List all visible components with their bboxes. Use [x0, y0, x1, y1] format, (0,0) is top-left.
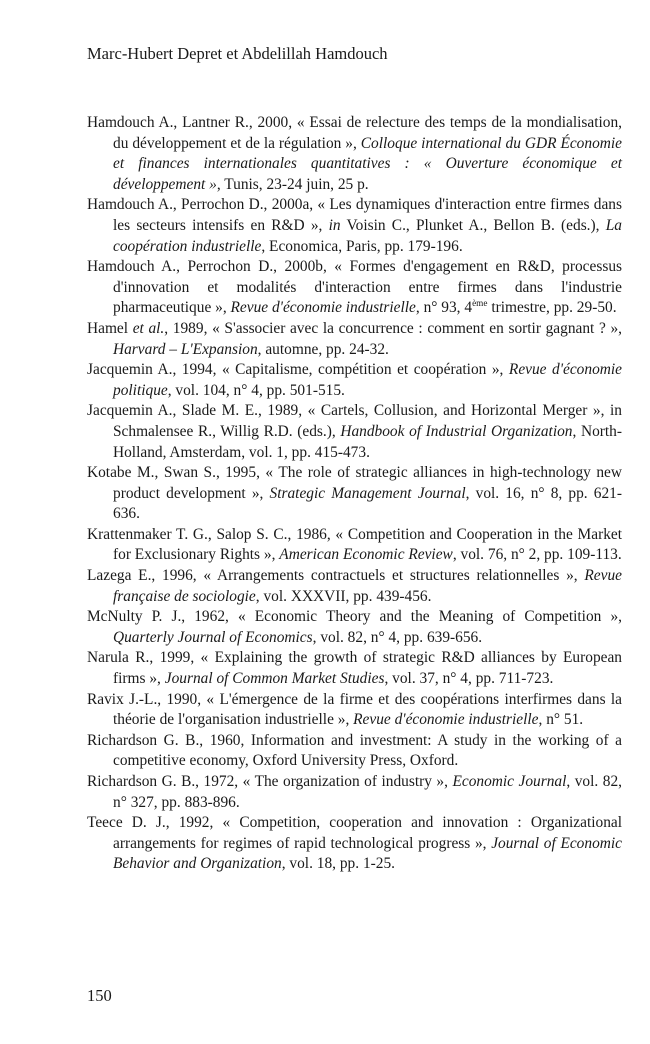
reference-entry — [87, 401, 622, 463]
reference-text: Jacquemin A., 1994, « Capitalisme, compétition et coopération », — [87, 361, 509, 379]
reference-text: Hamdouch A., Perrochon D., 2000b, « Formes d'engagement en R&D, processus d'innovation et modalités d'interaction entre firmes dans l'industrie pharmaceutique », — [87, 258, 622, 317]
reference-entry — [87, 813, 622, 875]
reference-title: Economic Journal — [452, 773, 567, 790]
reference-title: Quarterly Journal of Economics — [113, 628, 313, 646]
reference-text: , North-Holland, Amsterdam, vol. 1, pp. 415-473. — [113, 422, 623, 461]
reference-text: Lazega E., 1996, « Arrangements contractuels et structures relationnelles », — [87, 567, 585, 585]
reference-text: Hamdouch A., Lantner R., 2000, « Essai de relecture des temps de la mondialisation, du développement et de la régulation », — [87, 114, 622, 152]
reference-entry — [87, 731, 622, 772]
reference-text: McNulty P. J., 1962, « Economic Theory and the Meaning of Competition », — [87, 608, 622, 626]
reference-text: , vol. 82, n° 327, pp. 883-896. — [113, 773, 622, 811]
reference-entry — [87, 360, 622, 401]
reference-entry — [87, 319, 622, 360]
reference-entry — [87, 525, 622, 566]
running-head: Marc-Hubert Depret et Abdelillah Hamdouch — [87, 44, 388, 63]
reference-title: La coopération industrielle — [113, 216, 622, 255]
reference-text: trimestre, pp. 29-50. — [487, 299, 617, 317]
reference-entry — [87, 195, 622, 257]
reference-title: Colloque international du GDR Économie et finances internationales quantitatives : « Ouverture économique et développement » — [113, 134, 622, 193]
reference-text: , n° 51. — [538, 711, 584, 729]
reference-text: , vol. 76, n° 2, pp. 109-113. — [452, 546, 622, 564]
reference-title: Revue d'économie industrielle — [230, 299, 416, 317]
reference-text: , automne, pp. 24-32. — [257, 340, 389, 358]
reference-text: , vol. 37, n° 4, pp. 711-723. — [384, 670, 554, 688]
reference-text: , vol. 104, n° 4, pp. 501-515. — [167, 381, 345, 399]
reference-text: Ravix J.-L., 1990, « L'émergence de la firme et des coopérations interfirmes dans la théorie de l'organisation industrielle », — [87, 690, 622, 729]
reference-title: Revue d'économie industrielle — [353, 711, 539, 729]
reference-entry — [87, 463, 622, 525]
reference-text: , vol. 18, pp. 1-25. — [281, 855, 396, 873]
reference-entry — [87, 566, 622, 607]
reference-text: Teece D. J., 1992, « Competition, cooperation and innovation : Organizational arrangements for regimes of rapid technological progress », — [87, 814, 622, 852]
reference-title: American Economic Review — [279, 546, 453, 564]
reference-title: Harvard – L'Expansion — [113, 340, 258, 358]
reference-entry — [87, 113, 622, 195]
reference-text: Hamel — [87, 319, 133, 337]
reference-text: Jacquemin A., Slade M. E., 1989, « Cartels, Collusion, and Horizontal Merger », in Schmalensee R., Willig R.D. (eds.), — [87, 402, 622, 440]
reference-text: , Economica, Paris, pp. 179-196. — [261, 237, 463, 255]
reference-entry — [87, 690, 622, 731]
reference-entry — [87, 772, 622, 813]
reference-text: Voisin C., Plunket A., Bellon B. (eds.), — [340, 216, 606, 234]
reference-text: Krattenmaker T. G., Salop S. C., 1986, « Competition and Cooperation in the Market for Exclusionary Rights », — [87, 525, 622, 564]
page-number: 150 — [87, 986, 112, 1005]
reference-title: Handbook of Industrial Organization — [340, 422, 573, 440]
reference-text: , vol. XXXVII, pp. 439-456. — [255, 587, 432, 605]
reference-text: , 1989, « S'associer avec la concurrence : comment en sortir gagnant ? », — [164, 319, 623, 337]
reference-text: Kotabe M., Swan S., 1995, « The role of strategic alliances in high-technology new product development », — [87, 464, 622, 502]
reference-title: Revue d'économie politique — [113, 361, 622, 399]
reference-list — [87, 113, 622, 875]
reference-title: Journal of Common Market Studies — [164, 670, 385, 688]
reference-text: Richardson G. B., 1960, Information and investment: A study in the working of a competitive economy, Oxford University Press, Oxford. — [87, 731, 622, 770]
reference-title: in — [328, 216, 341, 234]
reference-title: Journal of Economic Behavior and Organization — [113, 834, 622, 873]
reference-text: , n° 93, 4 — [415, 299, 473, 317]
reference-text: ème — [472, 298, 488, 309]
reference-title: et al. — [132, 319, 165, 337]
reference-text: Narula R., 1999, « Explaining the growth of strategic R&D alliances by European firms », — [87, 649, 622, 688]
reference-title: Strategic Management Journal — [269, 484, 466, 502]
reference-text: Hamdouch A., Perrochon D., 2000a, « Les dynamiques d'interaction entre firmes dans les secteurs intensifs en R&D », — [87, 196, 622, 234]
reference-entry — [87, 257, 622, 319]
reference-entry — [87, 648, 622, 689]
reference-text: , Tunis, 23-24 juin, 25 p. — [216, 175, 369, 193]
reference-text: , vol. 16, n° 8, pp. 621-636. — [113, 484, 622, 523]
reference-entry — [87, 607, 622, 648]
reference-text: , vol. 82, n° 4, pp. 639-656. — [312, 628, 483, 646]
reference-text: Richardson G. B., 1972, « The organization of industry », — [87, 773, 453, 790]
reference-title: Revue française de sociologie — [113, 567, 622, 605]
